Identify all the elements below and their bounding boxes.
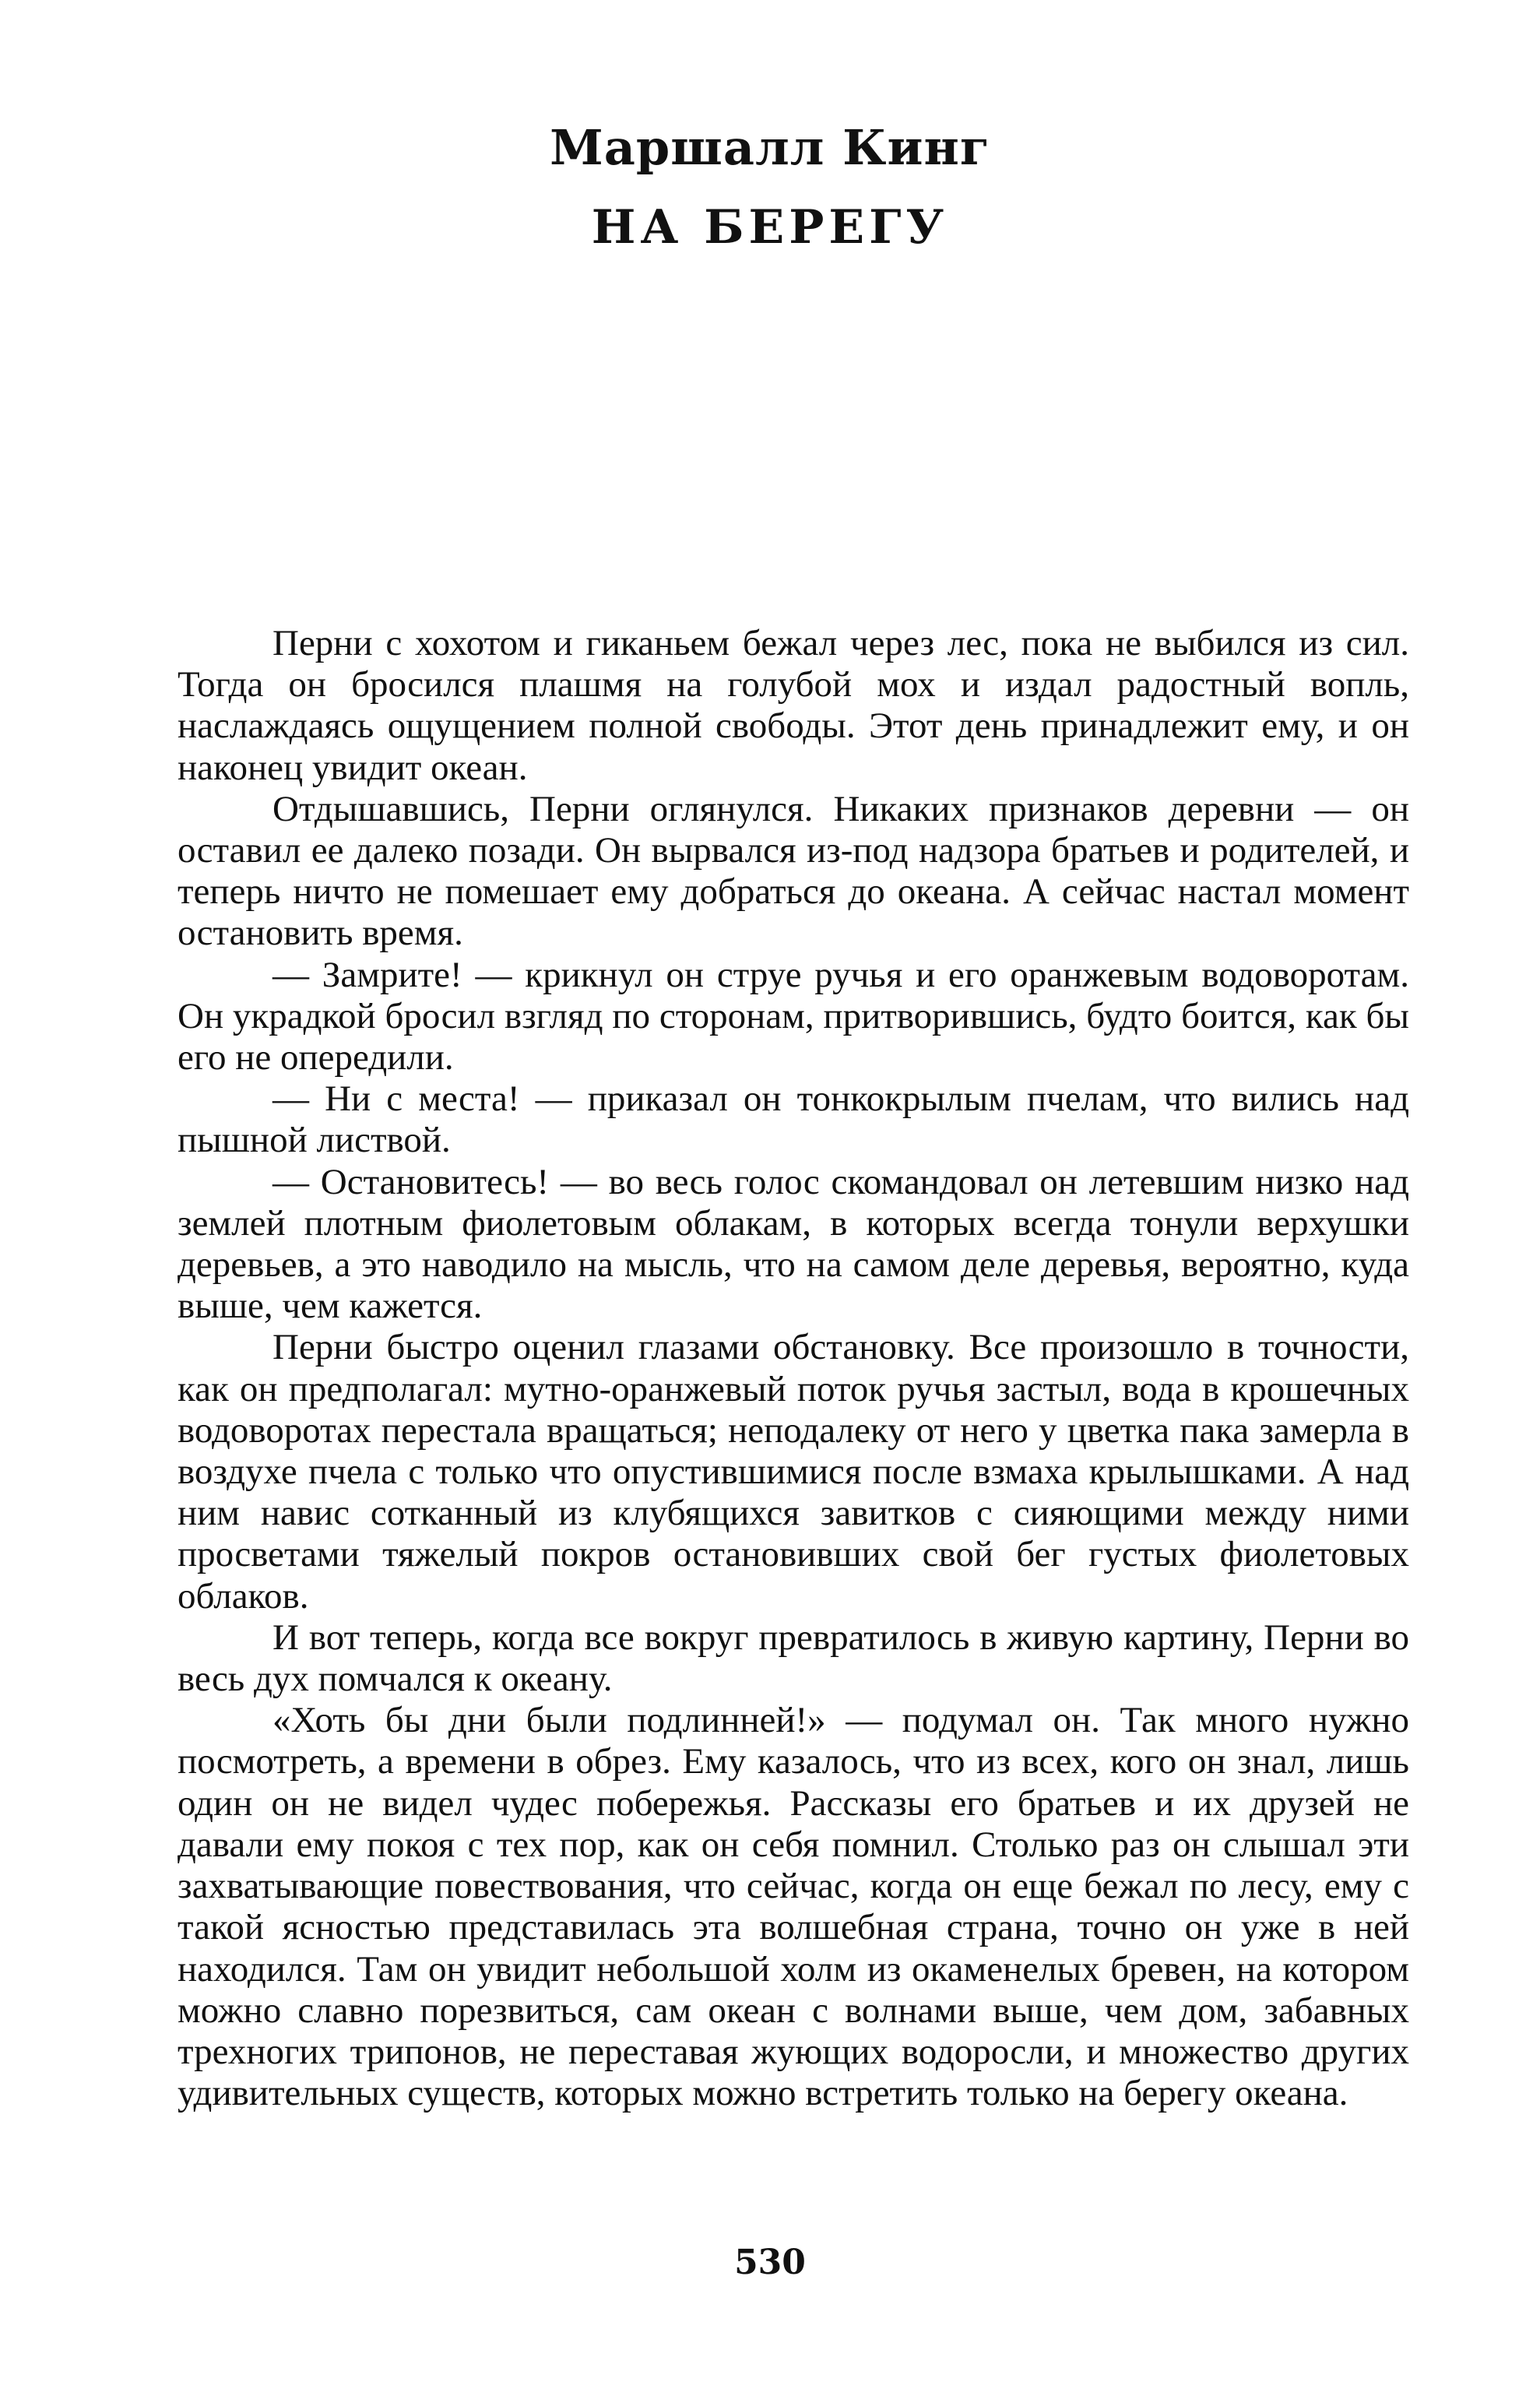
paragraph: И вот теперь, когда все вокруг превратилось в живую картину, Перни во весь дух помчался к океану.: [178, 1617, 1409, 1700]
paragraph: — Остановитесь! — во весь голос скомандовал он летевшим низко над землей плотным фиолетовым облакам, в которых всегда тонули верхушки деревьев, а это наводило на мысль, что на самом деле деревья, вероятно, куда выше, чем кажется.: [178, 1161, 1409, 1327]
paragraph: «Хоть бы дни были подлинней!» — подумал он. Так много нужно посмотреть, а времени в обрез. Ему казалось, что из всех, кого он знал, лишь один он не видел чудес побережья. Рассказы его братьев и их друзей не давали ему покоя с тех пор, как он себя помнил. Столько раз он слышал эти захватывающие повествования, что сейчас, когда он еще бежал по лесу, ему с такой ясностью представилась эта волшебная страна, точно он уже в ней находился. Там он увидит небольшой холм из окаменелых бревен, на котором можно славно порезвиться, сам океан с волнами выше, чем дом, забавных трехногих трипонов, не переставая жующих водоросли, и множество других удивительных существ, которых можно встретить только на берегу океана.: [178, 1700, 1409, 2114]
paragraph: Перни с хохотом и гиканьем бежал через лес, пока не выбился из сил. Тогда он бросился плашмя на голубой мох и издал радостный вопль, наслаждаясь ощущением полной свободы. Этот день принадлежит ему, и он наконец увидит океан.: [178, 623, 1409, 788]
paragraph: Отдышавшись, Перни оглянулся. Никаких признаков деревни — он оставил ее далеко позади. Он вырвался из-под надзора братьев и родителей, и теперь ничто не помешает ему добраться до океана. А сейчас настал момент остановить время.: [178, 788, 1409, 954]
paragraph: — Замрите! — крикнул он струе ручья и его оранжевым водоворотам. Он украдкой бросил взгляд по сторонам, притворившись, будто боится, как бы его не опередили.: [178, 954, 1409, 1078]
story-title: НА БЕРЕГУ: [591, 200, 949, 255]
paragraph: — Ни с места! — приказал он тонкокрылым пчелам, что вились над пышной листвой.: [178, 1078, 1409, 1161]
author-name: Маршалл Кинг: [550, 119, 990, 176]
paragraph: Перни быстро оценил глазами обстановку. Все произошло в точности, как он предполагал: мутно-оранжевый поток ручья застыл, вода в крошечных водоворотах перестала вращаться; неподалеку от него у цветка пака замерла в воздухе пчела с только что опустившимися после взмаха крылышками. А над ним навис сотканный из клубящихся завитков с сияющими между ними просветами тяжелый покров остановивших свой бег густых фиолетовых облаков.: [178, 1327, 1409, 1617]
page-number: 530: [734, 2243, 806, 2282]
story-text: [178, 623, 1409, 2114]
